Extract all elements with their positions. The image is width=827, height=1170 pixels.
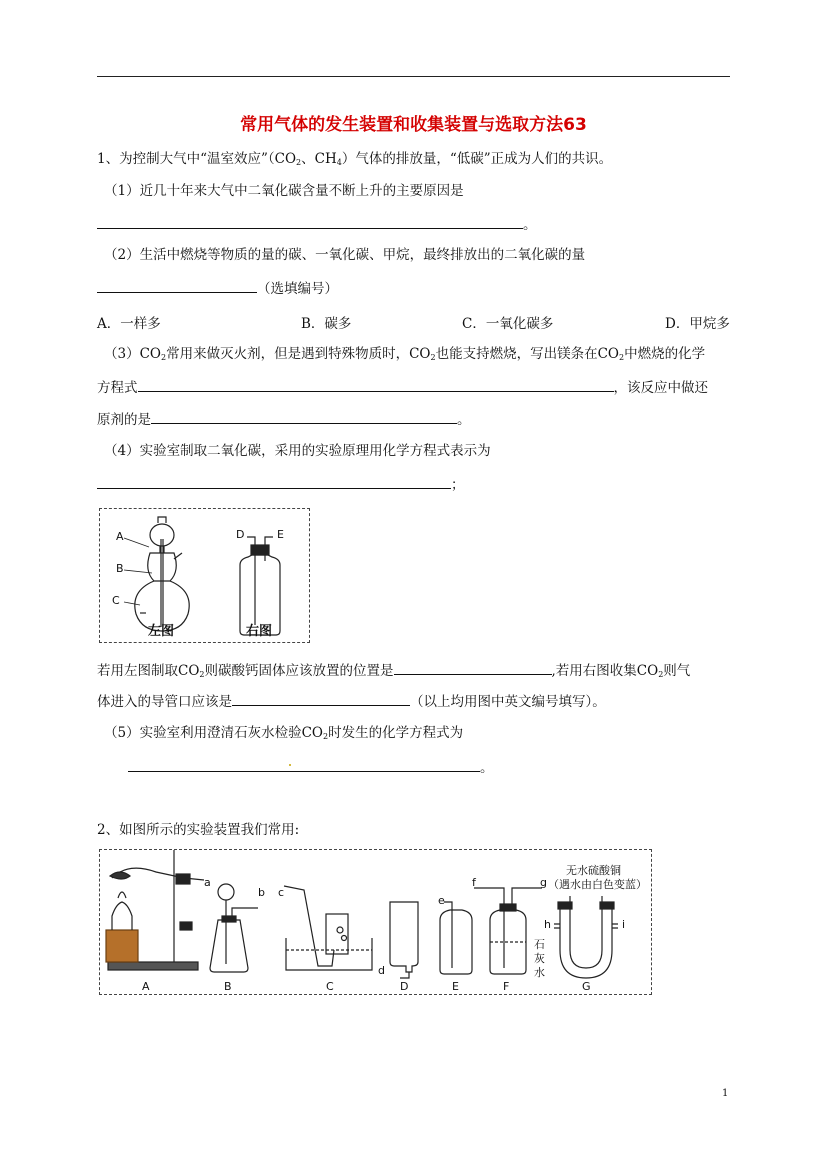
page-title: 常用气体的发生装置和收集装置与选取方法63	[240, 115, 587, 135]
stand-base	[108, 962, 198, 970]
answer-blank[interactable]	[394, 660, 552, 675]
header-rule	[97, 76, 730, 77]
port-h: h	[544, 918, 551, 931]
limewater-char-1: 石	[534, 938, 545, 951]
answer-blank[interactable]	[128, 757, 480, 772]
q1-part4b-line2	[97, 691, 606, 711]
port-a: a	[204, 876, 211, 889]
inverted-bottle-d	[390, 902, 418, 972]
gas-jar-c	[326, 914, 348, 954]
answer-blank[interactable]	[97, 214, 523, 229]
clamp-a	[176, 874, 190, 884]
clamp-lower	[180, 922, 192, 930]
heated-sample	[110, 872, 130, 879]
port-g: g	[540, 876, 547, 889]
port-b: b	[258, 886, 265, 899]
caption-b: B	[224, 980, 232, 993]
option-c: C．一氧化碳多	[462, 316, 554, 332]
option-b: B．碳多	[301, 316, 352, 332]
stopper-b	[222, 916, 236, 922]
kipp-long-stem	[161, 539, 163, 627]
answer-blank[interactable]	[138, 377, 614, 392]
stray-dot	[289, 764, 291, 766]
text: 则气	[663, 663, 691, 679]
punct: 。	[523, 217, 537, 233]
page-number: 1	[722, 1088, 729, 1099]
rubber-stopper	[251, 545, 269, 555]
label-c: C	[112, 594, 120, 607]
port-c: c	[278, 886, 285, 899]
thistle-funnel	[218, 884, 234, 900]
limewater-char-3: 水	[534, 966, 545, 979]
caption-a: A	[142, 980, 150, 993]
subscript: 2	[296, 158, 302, 167]
wooden-block	[106, 930, 138, 962]
right-figure-caption: 右图	[246, 624, 273, 639]
q1-part1-answer	[97, 214, 537, 234]
text: ，该反应中做还	[613, 380, 708, 396]
u-tube-inner	[570, 906, 602, 968]
q1-part2-answer	[97, 278, 338, 298]
caption-d: D	[400, 980, 409, 993]
subscript: 4	[336, 158, 342, 167]
q1-part4-answer	[97, 474, 465, 494]
subscript: 2	[199, 670, 205, 679]
subscript: 2	[323, 732, 329, 741]
conical-flask	[210, 920, 248, 972]
q1-part1: （1）近几十年来大气中二氧化碳含量不断上升的主要原因是	[104, 183, 464, 199]
color-change-note: （遇水由白色变蓝）	[548, 878, 647, 891]
kipp-funnel-bulb	[150, 524, 174, 546]
text: 若用左图制取CO	[97, 663, 200, 679]
kipp-top-neck	[158, 517, 166, 523]
text: 常用来做灭火剂，但是遇到特殊物质时，CO	[166, 346, 431, 362]
q1-part3-line3	[97, 409, 471, 429]
q1-part3-line2	[97, 377, 708, 397]
text: （以上均用图中英文编号填写）。	[410, 694, 606, 710]
q1-stem-part: 、CH	[301, 151, 337, 167]
subscript: 2	[658, 670, 664, 679]
text: 中燃烧的化学	[624, 346, 706, 362]
answer-blank[interactable]	[97, 278, 257, 293]
anhydrous-copper-sulfate-label: 无水硫酸铜	[566, 864, 621, 877]
caption-g: G	[582, 980, 591, 993]
port-i: i	[622, 918, 626, 931]
limewater-char-2: 灰	[534, 952, 545, 965]
subscript: 2	[619, 353, 625, 362]
figure-2	[99, 849, 652, 995]
q1-part3	[104, 345, 705, 367]
label-b: B	[116, 562, 124, 575]
text: （5）实验室利用澄清石灰水检验CO	[104, 725, 323, 741]
figure-1	[99, 508, 310, 643]
label-d: D	[236, 528, 245, 541]
text: （3）CO	[104, 346, 161, 362]
text: 时发生的化学方程式为	[328, 725, 464, 741]
flame	[118, 892, 126, 898]
subscript: 2	[161, 353, 167, 362]
text: 原剂的是	[97, 412, 151, 428]
u-tube-outer	[560, 906, 612, 978]
text: 。	[457, 412, 471, 428]
q1-part5-answer	[128, 757, 494, 777]
answer-blank[interactable]	[151, 409, 457, 424]
kipp-middle-bulb	[148, 553, 177, 581]
text: ,若用右图收集CO	[551, 663, 659, 679]
subscript: 2	[430, 353, 436, 362]
inlet-tube-f	[474, 888, 504, 968]
q1-part5	[104, 724, 463, 746]
label-a: A	[116, 530, 124, 543]
option-a: A．一样多	[97, 316, 161, 332]
q1-part2: （2）生活中燃烧等物质的量的碳、一氧化碳、甲烷，最终排放出的二氧化碳的量	[104, 247, 586, 263]
label-e: E	[277, 528, 284, 541]
gas-bottle-e	[440, 910, 472, 974]
q1-part4: （4）实验室制取二氧化碳，采用的实验原理用化学方程式表示为	[104, 443, 491, 459]
text: 则碳酸钙固体应该放置的位置是	[204, 663, 394, 679]
left-figure-caption: 左图	[148, 624, 175, 639]
port-e: e	[438, 894, 445, 907]
answer-blank[interactable]	[232, 691, 410, 706]
text: 方程式	[97, 380, 138, 396]
q1-stem-part: 1、为控制大气中“温室效应”（CO	[97, 151, 297, 167]
q1-stem	[97, 150, 612, 172]
caption-c: C	[326, 980, 334, 993]
alcohol-lamp	[112, 902, 132, 930]
port-f: f	[472, 876, 476, 889]
punct: ；	[451, 477, 465, 493]
caption-e: E	[452, 980, 459, 993]
text: 也能支持燃烧，写出镁条在CO	[435, 346, 619, 362]
port-d: d	[378, 964, 385, 977]
caption-f: F	[503, 980, 510, 993]
q1-part4b	[97, 660, 690, 684]
q2-stem: 2、如图所示的实验装置我们常用:	[97, 822, 300, 838]
option-d: D．甲烷多	[665, 316, 730, 332]
punct: 。	[480, 760, 494, 776]
q1-stem-part: ）气体的排放量，“低碳”正成为人们的共识。	[341, 151, 613, 167]
text: 体进入的导管口应该是	[97, 694, 232, 710]
hint-text: （选填编号）	[257, 281, 338, 297]
answer-blank[interactable]	[97, 474, 451, 489]
